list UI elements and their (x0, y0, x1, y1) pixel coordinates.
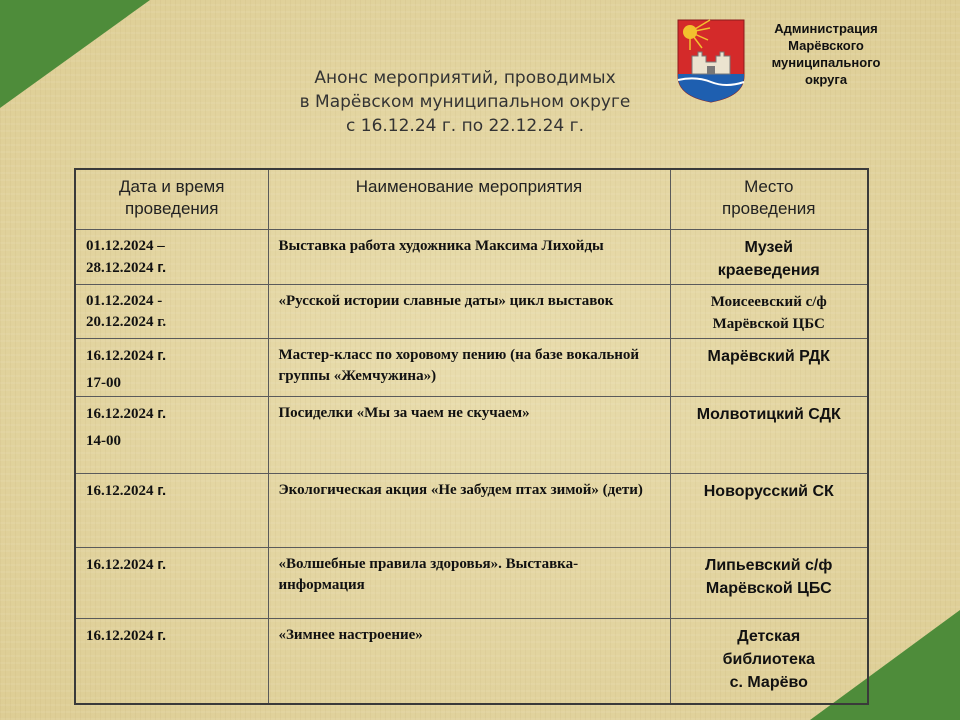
event-date: 16.12.2024 г. 17-00 (75, 338, 268, 396)
event-name: «Зимнее настроение» (268, 618, 670, 704)
org-line-3: муниципального (771, 55, 881, 70)
event-date: 01.12.2024 – 28.12.2024 г. (75, 229, 268, 284)
events-table (74, 168, 869, 705)
org-line-2: Марёвского (788, 38, 864, 53)
event-date: 16.12.2024 г. 14-00 (75, 396, 268, 473)
event-place: Детская библиотека с. Марёво (670, 618, 868, 704)
title-line-3: с 16.12.24 г. по 22.12.24 г. (346, 116, 584, 136)
table-row (75, 473, 868, 547)
event-place: Липьевский с/ф Марёвской ЦБС (670, 547, 868, 618)
corner-decoration-top-left (0, 0, 150, 120)
table-row (75, 618, 868, 704)
title-line-1: Анонс мероприятий, проводимых (314, 68, 616, 88)
table-row (75, 547, 868, 618)
event-name: Мастер-класс по хоровому пению (на базе вокальной группы «Жемчужина») (268, 338, 670, 396)
org-line-4: округа (804, 72, 848, 87)
coat-of-arms-icon (676, 18, 746, 104)
event-date: 16.12.2024 г. (75, 618, 268, 704)
table-row (75, 229, 868, 284)
event-place: Новорусский СК (670, 473, 868, 547)
header-place: Место проведения (670, 169, 868, 229)
event-place: Музей краеведения (670, 229, 868, 284)
event-time: 14-00 (86, 432, 121, 449)
event-name: Выставка работа художника Максима Лихойды (268, 229, 670, 284)
table-row (75, 338, 868, 396)
organization-name (750, 20, 902, 88)
event-place: Марёвский РДК (670, 338, 868, 396)
table-row (75, 396, 868, 473)
table-row (75, 284, 868, 338)
event-name: «Волшебные правила здоровья». Выставка-информация (268, 547, 670, 618)
header-date: Дата и время проведения (75, 169, 268, 229)
org-line-1: Администрация (774, 21, 878, 36)
event-date: 16.12.2024 г. (75, 547, 268, 618)
event-place: Молвотицкий СДК (670, 396, 868, 473)
event-date: 16.12.2024 г. (75, 473, 268, 547)
event-name: Экологическая акция «Не забудем птах зимой» (дети) (268, 473, 670, 547)
event-time: 17-00 (86, 374, 121, 391)
header-name: Наименование мероприятия (268, 169, 670, 229)
title-line-2: в Марёвском муниципальном округе (299, 92, 631, 112)
event-name: «Русской истории славные даты» цикл выставок (268, 284, 670, 338)
event-place: Моисеевский с/ф Марёвской ЦБС (670, 284, 868, 338)
table-header-row (75, 169, 868, 229)
event-name: Посиделки «Мы за чаем не скучаем» (268, 396, 670, 473)
event-date: 01.12.2024 - 20.12.2024 г. (75, 284, 268, 338)
page-title (255, 66, 675, 138)
